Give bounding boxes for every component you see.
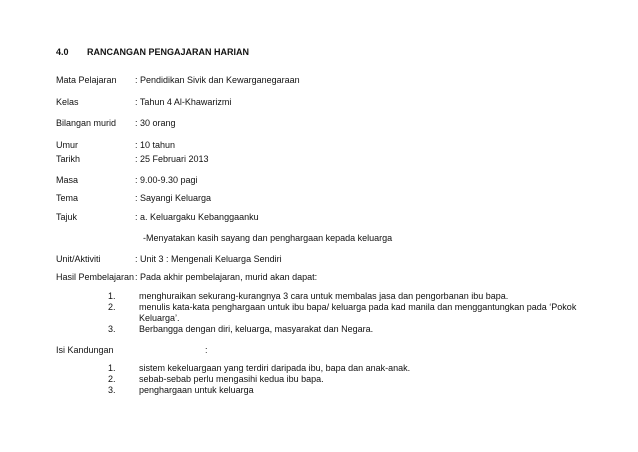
page-title: RANCANGAN PENGAJARAN HARIAN	[87, 47, 250, 57]
field-label-isi: Isi Kandungan	[56, 345, 114, 355]
isi-item-text: sebab-sebab perlu mengasihi kedua ibu bapa.	[139, 374, 324, 384]
field-value-umur: : 10 tahun	[135, 140, 176, 150]
hasil-item-text: menghuraikan sekurang-kurangnya 3 cara untuk membalas jasa dan pengorbanan ibu bapa.	[139, 291, 509, 301]
field-label-tajuk: Tajuk	[56, 212, 78, 222]
field-value-mata-pelajaran: : Pendidikan Sivik dan Kewarganegaraan	[135, 75, 300, 85]
field-label-hasil: Hasil Pembelajaran	[56, 272, 135, 282]
hasil-item-number: 2.	[108, 302, 116, 312]
section-number: 4.0	[56, 47, 69, 57]
field-value-tajuk: : a. Keluargaku Kebanggaanku	[135, 212, 259, 222]
field-label-tarikh: Tarikh	[56, 154, 81, 164]
tajuk-subtitle: -Menyatakan kasih sayang dan penghargaan kepada keluarga	[143, 233, 393, 243]
field-label-bilangan-murid: Bilangan murid	[56, 118, 117, 128]
field-value-tarikh: : 25 Februari 2013	[135, 154, 209, 164]
field-value-unit: : Unit 3 : Mengenali Keluarga Sendiri	[135, 254, 282, 264]
field-label-mata-pelajaran: Mata Pelajaran	[56, 75, 117, 85]
isi-item-text: sistem kekeluargaan yang terdiri daripada ibu, bapa dan anak-anak.	[139, 363, 411, 373]
hasil-item-number: 1.	[108, 291, 116, 301]
field-label-masa: Masa	[56, 175, 79, 185]
hasil-item-text: Berbangga dengan diri, keluarga, masyarakat dan Negara.	[139, 324, 374, 334]
field-value-bilangan-murid: : 30 orang	[135, 118, 176, 128]
isi-item-number: 2.	[108, 374, 116, 384]
field-label-unit: Unit/Aktiviti	[56, 254, 101, 264]
field-value-kelas: : Tahun 4 Al-Khawarizmi	[135, 97, 232, 107]
field-value-tema: : Sayangi Keluarga	[135, 193, 212, 203]
field-value-masa: : 9.00-9.30 pagi	[135, 175, 198, 185]
isi-item-number: 3.	[108, 385, 116, 395]
isi-colon: :	[205, 345, 208, 355]
hasil-item-text: menulis kata-kata penghargaan untuk ibu bapa/ keluarga pada kad manila dan menggantungkan pada ‘Pokok Keluarga’.	[139, 302, 577, 323]
field-value-hasil: : Pada akhir pembelajaran, murid akan dapat:	[135, 272, 318, 282]
isi-item-text: penghargaan untuk keluarga	[139, 385, 254, 395]
isi-item-number: 1.	[108, 363, 116, 373]
field-label-kelas: Kelas	[56, 97, 79, 107]
field-label-umur: Umur	[56, 140, 78, 150]
field-label-tema: Tema	[56, 193, 79, 203]
hasil-item-number: 3.	[108, 324, 116, 334]
